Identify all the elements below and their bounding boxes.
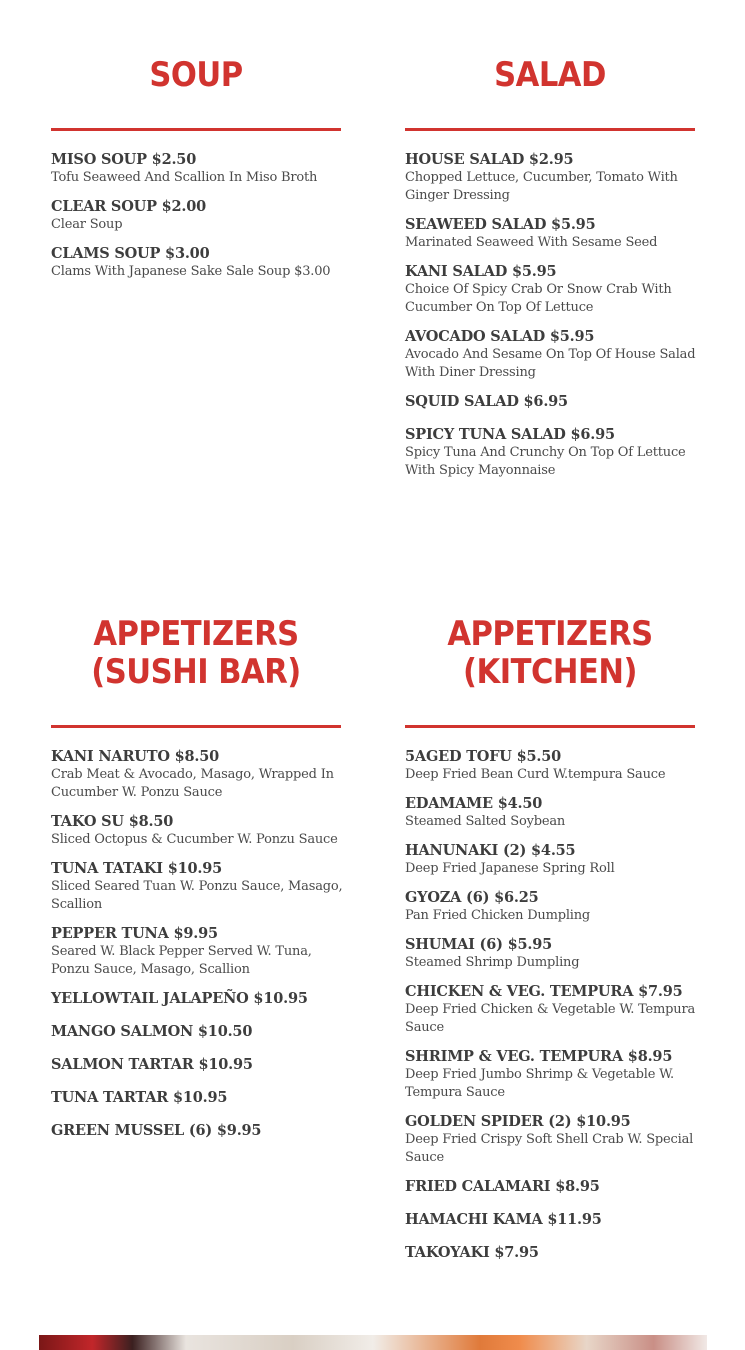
menu-item <box>51 198 351 234</box>
menu-item-description: Steamed Salted Soybean <box>405 814 566 829</box>
menu-item <box>405 1211 705 1229</box>
kitchen-title-line1: APPETIZERS <box>447 614 653 654</box>
menu-item <box>51 1089 351 1107</box>
menu-item <box>51 990 351 1008</box>
menu-item <box>405 748 705 784</box>
menu-item-description: Marinated Seaweed With Sesame Seed <box>405 235 658 250</box>
sushi-bar-title-line1: APPETIZERS <box>93 614 299 654</box>
kitchen-items <box>405 748 705 1277</box>
menu-item-name: GREEN MUSSEL (6) $9.95 <box>51 1122 262 1139</box>
menu-item-name: SEAWEED SALAD $5.95 <box>405 216 596 233</box>
menu-item <box>405 1178 705 1196</box>
sushi-bar-divider <box>51 725 341 728</box>
menu-item <box>405 393 705 411</box>
menu-item <box>51 813 351 849</box>
menu-item-description: Clear Soup <box>51 217 123 232</box>
sushi-bar-title-line2: (SUSHI BAR) <box>91 652 301 692</box>
menu-item <box>51 1023 351 1041</box>
menu-item <box>405 1244 705 1262</box>
menu-item-name: TAKO SU $8.50 <box>51 813 174 830</box>
salad-divider <box>405 128 695 131</box>
menu-item-name: FRIED CALAMARI $8.95 <box>405 1178 600 1195</box>
kitchen-title-line2: (KITCHEN) <box>463 652 637 692</box>
menu-item <box>405 983 705 1037</box>
menu-item-description: Deep Fried Bean Curd W.tempura Sauce <box>405 767 666 782</box>
menu-item-name: EDAMAME $4.50 <box>405 795 543 812</box>
menu-item-description: Avocado And Sesame On Top Of House Salad With Diner Dressing <box>405 347 696 380</box>
menu-item <box>405 328 705 382</box>
menu-item-description: Spicy Tuna And Crunchy On Top Of Lettuce With Spicy Mayonnaise <box>405 445 686 478</box>
menu-item-description: Sliced Seared Tuan W. Ponzu Sauce, Masago, Scallion <box>51 879 343 912</box>
food-photo-strip <box>39 1335 707 1350</box>
menu-item-description: Steamed Shrimp Dumpling <box>405 955 580 970</box>
menu-item-name: MANGO SALMON $10.50 <box>51 1023 253 1040</box>
soup-title: SOUP <box>149 55 243 95</box>
menu-item-name: SHRIMP & VEG. TEMPURA $8.95 <box>405 1048 673 1065</box>
menu-item-name: CLEAR SOUP $2.00 <box>51 198 207 215</box>
menu-item-description: Crab Meat & Avocado, Masago, Wrapped In Cucumber W. Ponzu Sauce <box>51 767 334 800</box>
menu-item-name: TUNA TARTAR $10.95 <box>51 1089 228 1106</box>
menu-item-name: TUNA TATAKI $10.95 <box>51 860 223 877</box>
menu-item <box>51 860 351 914</box>
menu-item <box>405 936 705 972</box>
salad-items <box>405 151 705 491</box>
menu-item-description: Sliced Octopus & Cucumber W. Ponzu Sauce <box>51 832 338 847</box>
menu-item <box>405 151 705 205</box>
menu-item-name: SPICY TUNA SALAD $6.95 <box>405 426 615 443</box>
salad-section <box>405 55 696 478</box>
menu-item <box>51 1056 351 1074</box>
menu-item <box>51 1122 351 1140</box>
menu-item <box>51 151 351 187</box>
menu-item-description: Pan Fried Chicken Dumpling <box>405 908 591 923</box>
salad-title: SALAD <box>494 55 606 95</box>
menu-item-name: CHICKEN & VEG. TEMPURA $7.95 <box>405 983 683 1000</box>
menu-item <box>51 925 351 979</box>
menu-item-name: SQUID SALAD $6.95 <box>405 393 568 410</box>
menu-item <box>405 889 705 925</box>
menu-item-name: TAKOYAKI $7.95 <box>405 1244 539 1261</box>
menu-item <box>405 795 705 831</box>
menu-item-name: HAMACHI KAMA $11.95 <box>405 1211 602 1228</box>
menu-item <box>405 216 705 252</box>
menu-item-name: SHUMAI (6) $5.95 <box>405 936 553 953</box>
menu-item-name: KANI NARUTO $8.50 <box>51 748 220 765</box>
menu-item-name: 5AGED TOFU $5.50 <box>405 748 562 765</box>
menu-item-name: GOLDEN SPIDER (2) $10.95 <box>405 1113 631 1130</box>
soup-items <box>51 151 351 292</box>
menu-item-description: Seared W. Black Pepper Served W. Tuna, Ponzu Sauce, Masago, Scallion <box>51 944 312 977</box>
sushi-bar-section <box>51 614 343 1139</box>
menu-item-name: MISO SOUP $2.50 <box>51 151 197 168</box>
menu-item-description: Deep Fried Jumbo Shrimp & Vegetable W. Tempura Sauce <box>405 1067 674 1100</box>
menu-item-name: GYOZA (6) $6.25 <box>405 889 539 906</box>
menu-item-description: Deep Fried Japanese Spring Roll <box>405 861 615 876</box>
menu-item-description: Deep Fried Crispy Soft Shell Crab W. Special Sauce <box>405 1132 694 1165</box>
menu-item <box>405 1113 705 1167</box>
menu-item-name: YELLOWTAIL JALAPEÑO $10.95 <box>51 990 308 1007</box>
menu-item-name: HANUNAKI (2) $4.55 <box>405 842 576 859</box>
soup-divider <box>51 128 341 131</box>
menu-item-description: Chopped Lettuce, Cucumber, Tomato With Ginger Dressing <box>405 170 678 203</box>
menu-item-name: PEPPER TUNA $9.95 <box>51 925 218 942</box>
kitchen-title <box>405 615 695 691</box>
menu-item-name: CLAMS SOUP $3.00 <box>51 245 210 262</box>
menu-item <box>405 426 705 480</box>
kitchen-divider <box>405 725 695 728</box>
sushi-bar-title <box>51 615 341 691</box>
menu-item <box>51 245 351 281</box>
soup-section <box>51 55 341 279</box>
menu-item <box>405 263 705 317</box>
menu-item <box>51 748 351 802</box>
menu-item-description: Clams With Japanese Sake Sale Soup $3.00 <box>51 264 331 279</box>
menu-item-name: KANI SALAD $5.95 <box>405 263 557 280</box>
sushi-bar-items <box>51 748 351 1155</box>
menu-item-name: HOUSE SALAD $2.95 <box>405 151 574 168</box>
menu-item-name: SALMON TARTAR $10.95 <box>51 1056 253 1073</box>
kitchen-section <box>405 614 696 1261</box>
menu-item-name: AVOCADO SALAD $5.95 <box>405 328 595 345</box>
menu-item-description: Tofu Seaweed And Scallion In Miso Broth <box>51 170 318 185</box>
menu-item <box>405 1048 705 1102</box>
menu-item-description: Choice Of Spicy Crab Or Snow Crab With Cucumber On Top Of Lettuce <box>405 282 672 315</box>
menu-item <box>405 842 705 878</box>
menu-item-description: Deep Fried Chicken & Vegetable W. Tempura Sauce <box>405 1002 696 1035</box>
